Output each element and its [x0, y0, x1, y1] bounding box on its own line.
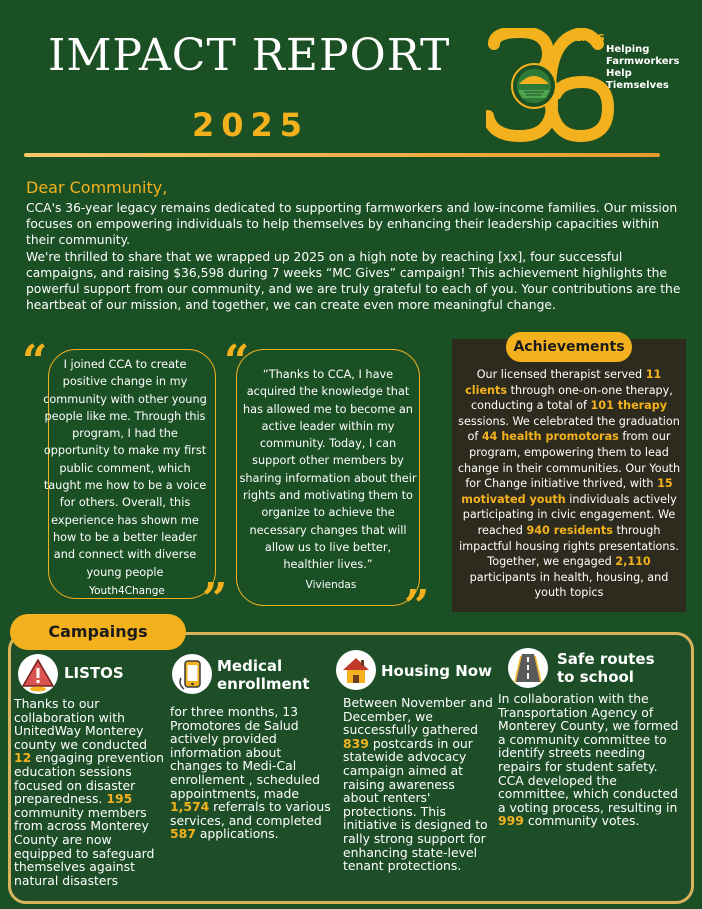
- anniversary-logo: [486, 28, 686, 144]
- text-segment: sessions. We celebrated the graduation of: [458, 414, 680, 444]
- achievements-text: [454, 367, 684, 601]
- text-segment: engaging prevention education sessions focused on disaster preparedness.: [14, 750, 164, 807]
- logo-years-label: YEARS: [568, 33, 605, 44]
- close-quote-icon: ”: [202, 574, 228, 625]
- phone-icon: [172, 654, 212, 694]
- logo-tagline: Helping Farmworkers Help Tiemselves: [606, 44, 680, 91]
- text-segment: community votes.: [523, 813, 640, 829]
- report-title: IMPACT REPORT: [48, 30, 451, 81]
- text-segment: postcards in our statewide advocacy campaign aimed at raising awareness about renters' protections. This initiative is designed to rally strong support for enhancing state-level tenant protections.: [343, 735, 488, 874]
- house-icon: [336, 650, 376, 690]
- letter-greeting: Dear Community,: [26, 178, 168, 197]
- open-quote-icon: “: [224, 336, 250, 387]
- testimonial-author: Viviendas: [305, 579, 357, 591]
- testimonial-quote: I joined CCA to create positive change in my community with other young people like me. Through this program, I had the opportunity to make my first public comment, which taught me how to be a voice for others. Overall, this experience has shown me how to be a better leader and connect with diverse young people: [43, 358, 207, 579]
- campaigns-heading: Campaings: [10, 614, 186, 650]
- highlight-figure: 15 motivated youth: [461, 477, 673, 506]
- campaign-heading: Medical enrollment: [217, 657, 310, 693]
- campaign-heading: Housing Now: [381, 662, 492, 680]
- text-segment: individuals actively participating in civic engagement. We reached: [462, 492, 677, 537]
- report-year: 2025: [192, 106, 310, 144]
- warning-icon: [18, 654, 58, 694]
- text-segment: through impactful housing rights presentations. Together, we engaged: [459, 523, 679, 569]
- sun-field-emblem-icon: [512, 64, 556, 108]
- campaign-heading: LISTOS: [64, 664, 124, 682]
- achievements-heading: Achievements: [506, 332, 632, 362]
- campaign-text: [343, 696, 493, 873]
- header-divider: [24, 153, 660, 157]
- highlight-figure: 195: [106, 791, 133, 807]
- testimonial-author: Youth4Change: [89, 585, 165, 597]
- testimonial-quote: “Thanks to CCA, I have acquired the knowledge that has allowed me to become an active leader within my community. Today, I can support other members by sharing information about their rights and motivating them to organize to achieve the necessary changes that will allow us to live better, healthier lives.”: [239, 368, 417, 572]
- road-icon: [508, 648, 548, 688]
- campaign-text: [498, 692, 682, 828]
- highlight-figure: 44 health promotoras: [481, 430, 619, 444]
- text-segment: community members from across Monterey County are now equipped to safeguard themselves against natural disasters: [14, 804, 155, 888]
- close-quote-icon: ”: [404, 581, 430, 632]
- text-segment: Our licensed therapist served: [476, 368, 646, 381]
- text-segment: from our program, empowering them to lead change in their communities. Our Youth for Change initiative thrived, with: [457, 430, 681, 491]
- text-segment: participants in health, housing, and youth topics: [469, 570, 669, 600]
- text-segment: referrals to various services, and completed: [170, 799, 331, 828]
- campaign-text: [170, 705, 332, 841]
- text-segment: In collaboration with the Transportation Agency of Monterey County, we formed a community committee to identify streets needing repairs for student safety. CCA developed the committee, which conducted a voting process, resulting in: [498, 691, 679, 815]
- text-segment: for three months, 13 Promotores de Salud actively provided information about changes to Medi-Cal enrollement , scheduled appointments, made: [170, 704, 321, 801]
- highlight-figure: 1,574: [170, 799, 210, 815]
- highlight-figure: 999: [498, 813, 524, 829]
- highlight-figure: 12: [14, 750, 32, 766]
- campaign-heading: Safe routes to school: [557, 650, 655, 686]
- highlight-figure: 2,110: [615, 555, 651, 569]
- letter-body: [26, 200, 686, 313]
- letter-paragraph: CCA's 36-year legacy remains dedicated to supporting farmworkers and low-income families. Our mission focuses on empowering individuals to help themselves by enhancing their leadership capacities within their community.: [26, 201, 678, 248]
- text-segment: applications.: [195, 826, 279, 842]
- highlight-figure: 940 residents: [526, 523, 613, 537]
- highlight-figure: 839: [343, 735, 369, 751]
- highlight-figure: 11 clients: [465, 368, 662, 397]
- text-segment: Thanks to our collaboration with UnitedWay Monterey county we conducted: [14, 696, 148, 752]
- text-segment: through one-on-one therapy, conducting a total of: [470, 383, 673, 413]
- highlight-figure: 101 therapy: [590, 399, 668, 413]
- open-quote-icon: “: [22, 336, 48, 387]
- campaign-text: [14, 697, 166, 887]
- letter-paragraph: We're thrilled to share that we wrapped up 2025 on a high note by reaching [xx], four successful campaigns, and raising $36,598 during 7 weeks “MC Gives” campaign! This achievement highlights the powerful support from our community, and we are truly grateful to each of you. Your contributions are the heartbeat of our mission, and together, we can create even more meaningful change.: [26, 249, 681, 313]
- highlight-figure: 587: [170, 826, 196, 842]
- text-segment: Between November and December, we successfully gathered: [343, 695, 493, 738]
